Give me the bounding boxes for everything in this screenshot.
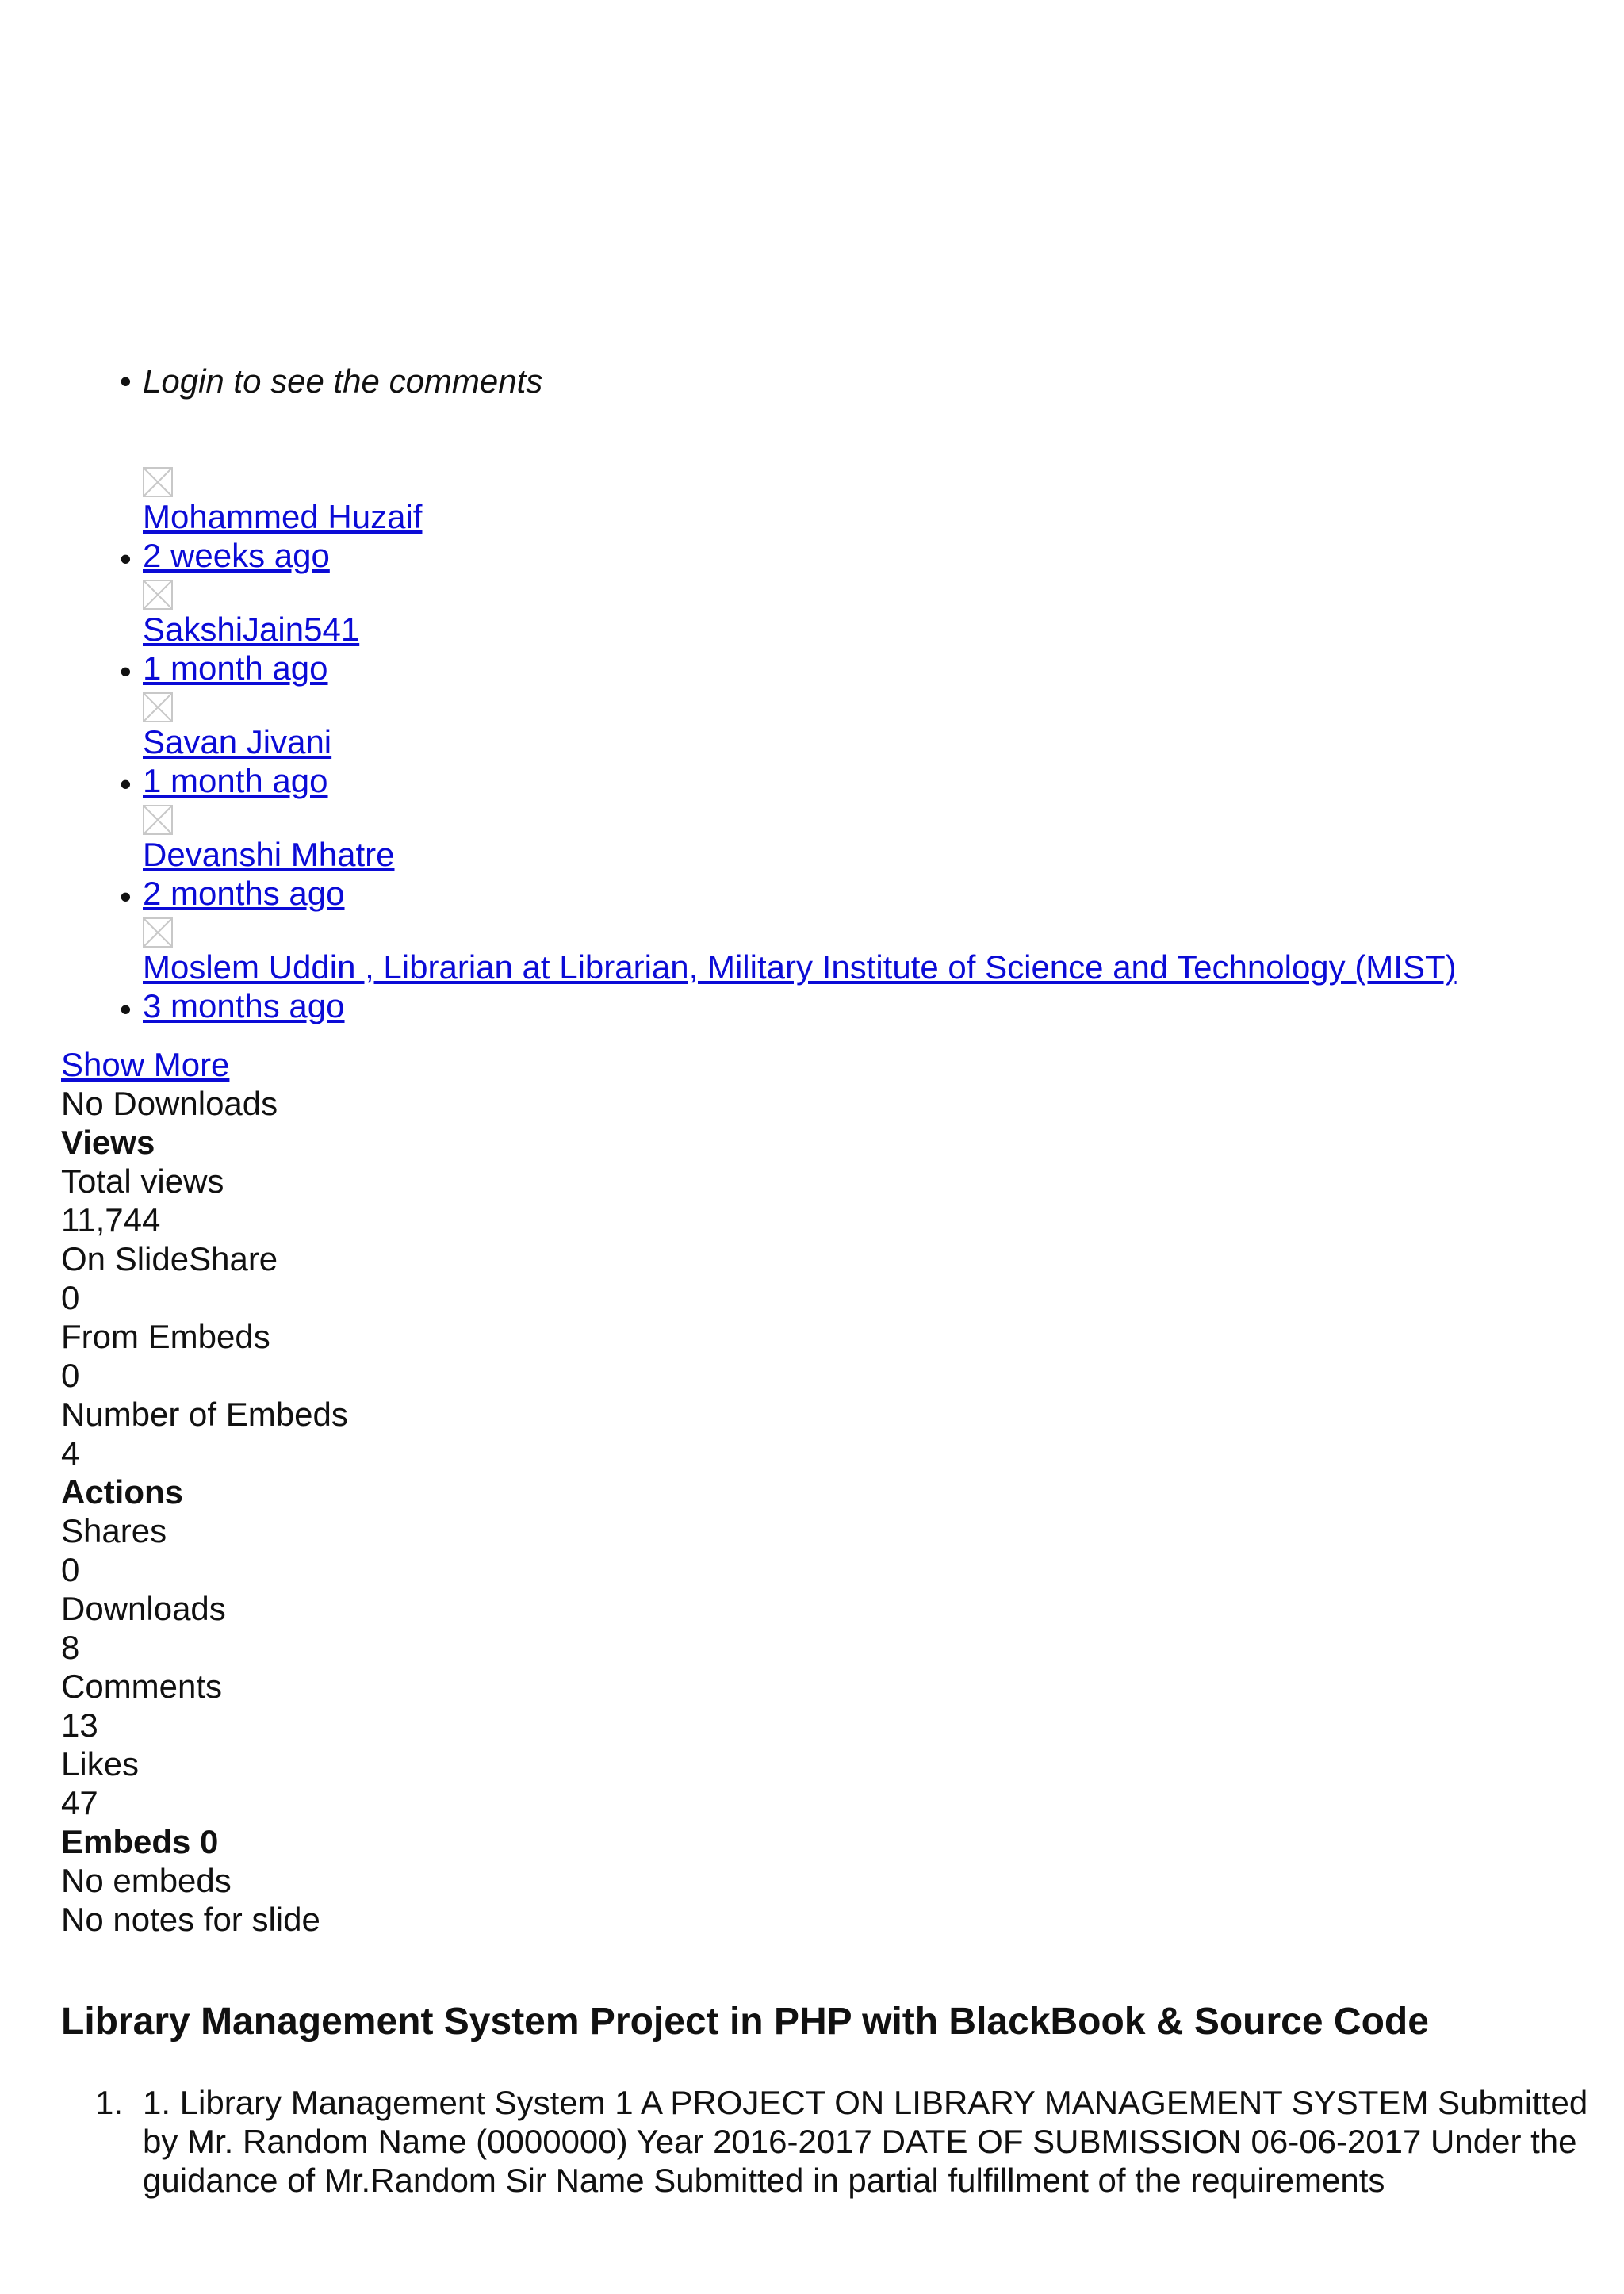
comment-author-link[interactable]: Mohammed Huzaif bbox=[143, 498, 423, 535]
comments-count-label: Comments bbox=[61, 1668, 223, 1705]
slideshare-views-label: On SlideShare bbox=[61, 1240, 278, 1277]
login-notice-list bbox=[0, 362, 542, 400]
login-notice bbox=[0, 362, 542, 400]
actions-heading: Actions bbox=[61, 1473, 184, 1511]
bullet: • bbox=[120, 653, 132, 690]
total-views-label: Total views bbox=[61, 1162, 224, 1200]
broken-avatar-icon bbox=[143, 917, 173, 948]
comment-item bbox=[0, 692, 1457, 802]
login-notice-text: Login to see the comments bbox=[143, 362, 543, 400]
shares-value: 0 bbox=[61, 1551, 80, 1588]
number-of-embeds-value: 4 bbox=[61, 1434, 80, 1472]
bullet: • bbox=[120, 540, 132, 577]
comment-author-link[interactable]: Moslem Uddin , Librarian at Librarian, Military Institute of Science and Technology (MIST) bbox=[143, 948, 1457, 986]
broken-avatar-icon bbox=[143, 580, 173, 610]
downloads-value: 8 bbox=[61, 1629, 80, 1666]
comment-time-link[interactable]: 1 month ago bbox=[143, 649, 328, 687]
comment-author-link[interactable]: Savan Jivani bbox=[143, 723, 332, 760]
comment-time-row bbox=[120, 649, 1457, 690]
shares-label: Shares bbox=[61, 1512, 167, 1549]
embed-views-label: From Embeds bbox=[61, 1318, 270, 1355]
notes-status: No notes for slide bbox=[61, 1901, 320, 1938]
broken-avatar-icon bbox=[143, 692, 173, 722]
slide-transcript-list bbox=[0, 2083, 1594, 2200]
number-of-embeds-label: Number of Embeds bbox=[61, 1396, 348, 1433]
downloads-status: No Downloads bbox=[61, 1085, 278, 1122]
embeds-status: No embeds bbox=[61, 1862, 232, 1899]
slide-text: 1. Library Management System 1 A PROJECT ON LIBRARY MANAGEMENT SYSTEM Submitted by Mr. Random Name (0000000) Year 2016-2017 DATE OF SUBMISSION 06-06-2017 Under the guidance of Mr.Random Sir Name Submitted in partial fulfillment of the requirements bbox=[143, 2084, 1588, 2199]
comment-time-row bbox=[120, 761, 1457, 802]
broken-avatar-icon bbox=[143, 467, 173, 497]
slideshare-views-value: 0 bbox=[61, 1279, 80, 1316]
comment-time-row bbox=[120, 986, 1457, 1028]
bullet: • bbox=[120, 878, 132, 915]
comment-author-link[interactable]: Devanshi Mhatre bbox=[143, 836, 395, 873]
comment-time-link[interactable]: 2 weeks ago bbox=[143, 537, 330, 574]
comments-list bbox=[0, 465, 1457, 1028]
show-more-link[interactable]: Show More bbox=[61, 1046, 230, 1083]
likes-label: Likes bbox=[61, 1745, 140, 1783]
embeds-heading: Embeds 0 bbox=[61, 1823, 219, 1860]
embed-views-value: 0 bbox=[61, 1357, 80, 1394]
comment-time-row bbox=[120, 874, 1457, 915]
comment-item bbox=[0, 580, 1457, 690]
likes-value: 47 bbox=[61, 1784, 98, 1821]
bullet: • bbox=[120, 362, 132, 400]
slide-number: 1. bbox=[95, 2084, 124, 2121]
document-title: Library Management System Project in PHP with BlackBook & Source Code bbox=[61, 2001, 1429, 2043]
comment-time-link[interactable]: 1 month ago bbox=[143, 762, 328, 799]
comment-item bbox=[0, 805, 1457, 915]
comment-time-link[interactable]: 3 months ago bbox=[143, 987, 345, 1024]
comment-time-row bbox=[120, 536, 1457, 577]
comment-item bbox=[0, 917, 1457, 1028]
comments-count-value: 13 bbox=[61, 1706, 98, 1744]
bullet: • bbox=[120, 990, 132, 1028]
comment-author-link[interactable]: SakshiJain541 bbox=[143, 611, 360, 648]
views-heading: Views bbox=[61, 1124, 155, 1161]
downloads-label: Downloads bbox=[61, 1590, 226, 1627]
slide-transcript-item bbox=[0, 2083, 1594, 2200]
bullet: • bbox=[120, 765, 132, 802]
total-views-value: 11,744 bbox=[61, 1201, 161, 1239]
broken-avatar-icon bbox=[143, 805, 173, 835]
stats-panel bbox=[61, 1045, 348, 1939]
comment-item bbox=[0, 467, 1457, 577]
comment-time-link[interactable]: 2 months ago bbox=[143, 875, 345, 912]
